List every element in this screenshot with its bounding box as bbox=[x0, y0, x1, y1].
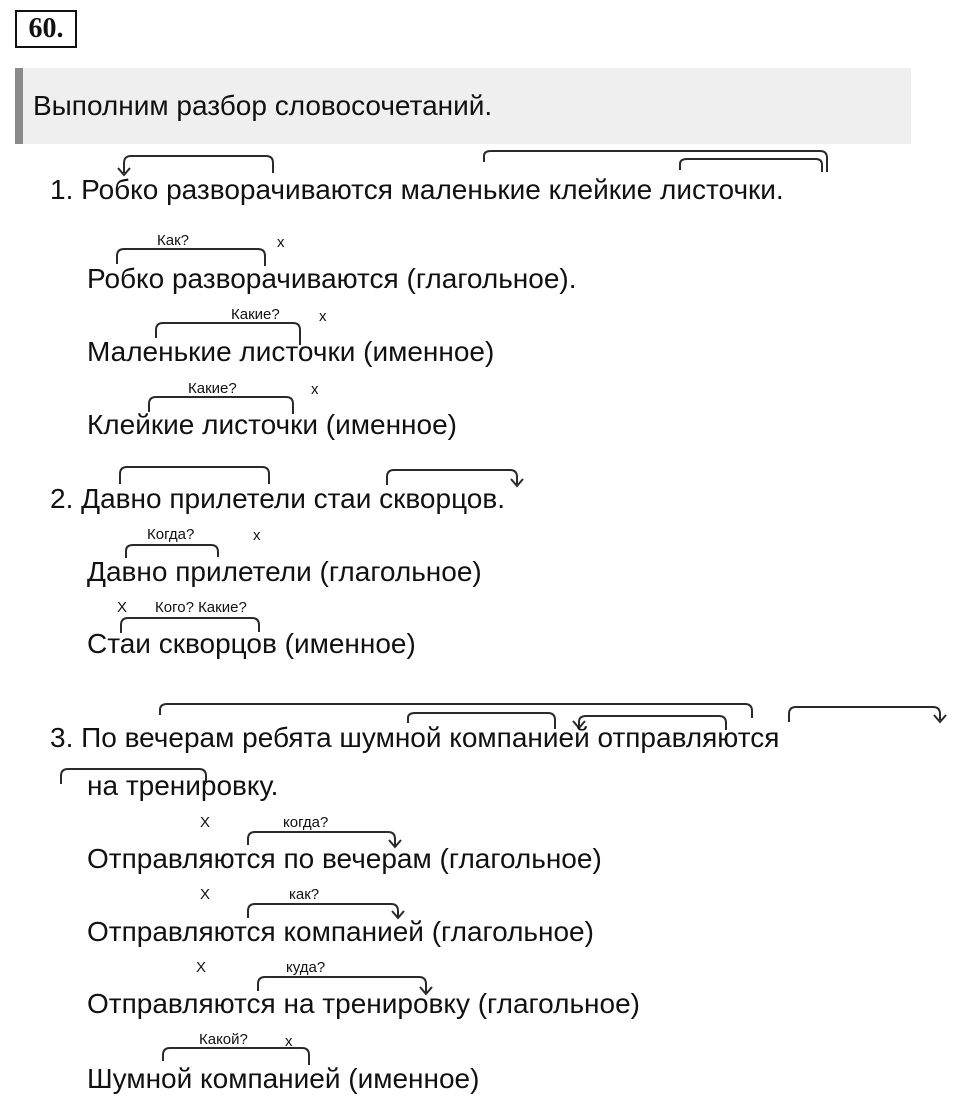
pair-3d: Шумной компанией (именное) bbox=[87, 1063, 480, 1094]
question-1b: Какие? bbox=[231, 306, 280, 323]
mark-1a: x bbox=[277, 234, 285, 251]
pair-2b: Стаи скворцов (именное) bbox=[87, 628, 416, 659]
arc-s1-a bbox=[124, 156, 273, 173]
question-1c: Какие? bbox=[188, 380, 237, 397]
pair-3a: Отправляются по вечерам (глагольное) bbox=[87, 843, 602, 874]
pair-2a: Давно прилетели (глагольное) bbox=[87, 556, 482, 587]
mark-2a: x bbox=[253, 527, 261, 544]
mark-3b: X bbox=[200, 886, 211, 903]
mark-2b: X bbox=[117, 599, 128, 616]
mark-3d: x bbox=[285, 1033, 293, 1050]
question-2a: Когда? bbox=[147, 526, 195, 543]
mark-1c: x bbox=[311, 381, 319, 398]
pair-1a: Робко разворачиваются (глагольное). bbox=[87, 263, 577, 294]
question-1a: Как? bbox=[157, 232, 189, 249]
question-3a: когда? bbox=[283, 814, 329, 831]
mark-3c: X bbox=[196, 959, 207, 976]
mark-1b: x bbox=[319, 308, 327, 325]
sentence-1: 1. Робко разворачиваются маленькие клейкие листочки. bbox=[50, 174, 784, 205]
arc-s1-c bbox=[680, 159, 822, 172]
pair-1c: Клейкие листочки (именное) bbox=[87, 409, 457, 440]
pair-1b: Маленькие листочки (именное) bbox=[87, 336, 495, 367]
pair-3c: Отправляются на тренировку (глагольное) bbox=[87, 988, 640, 1019]
mark-3a: X bbox=[200, 814, 211, 831]
arc-s3-d bbox=[789, 707, 940, 722]
question-3d: Какой? bbox=[199, 1031, 248, 1048]
intro-text: Выполним разбор словосочетаний. bbox=[33, 90, 493, 121]
question-3b: как? bbox=[289, 886, 320, 903]
arc-s1-b bbox=[484, 151, 827, 172]
exercise-number: 60. bbox=[15, 10, 77, 48]
sentence-3-line-2: на тренировку. bbox=[87, 770, 279, 801]
sentence-2: 2. Давно прилетели стаи скворцов. bbox=[50, 483, 506, 514]
pair-3b: Отправляются компанией (глагольное) bbox=[87, 916, 594, 947]
sentence-3-line-1: 3. По вечерам ребята шумной компанией отправляются bbox=[50, 722, 780, 753]
question-3c: куда? bbox=[286, 959, 326, 976]
question-2b: Кого? Какие? bbox=[155, 599, 247, 616]
